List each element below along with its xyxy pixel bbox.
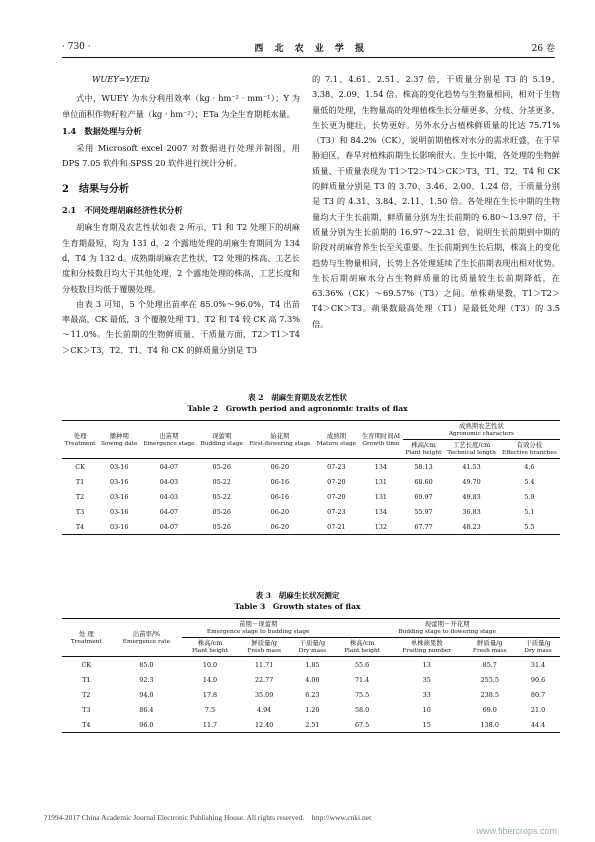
table-cell: 03-16 <box>110 507 129 516</box>
table-cell: 04-03 <box>159 477 179 486</box>
col-header-treatment: 处 理 Treatment <box>62 619 111 657</box>
table-cell: 85.0 <box>139 660 154 669</box>
col-header-treatment: 处理 Treatment <box>62 421 98 459</box>
col-header-plant-height: 株高/cm Plant height <box>182 638 238 657</box>
table-cell: 58.0 <box>354 705 370 714</box>
table-cell: 67.5 <box>334 717 390 733</box>
journal-name: 西 北 农 业 学 报 <box>254 43 368 54</box>
table-cell: 5.9 <box>524 492 535 501</box>
table-cell: 06-16 <box>270 492 290 501</box>
table-cell: 69.97 <box>414 492 433 501</box>
table-cell: 14.0 <box>202 675 218 684</box>
section-heading-results: 2 结果与分析 <box>62 183 129 195</box>
left-column <box>62 72 300 358</box>
table-cell: 138.0 <box>463 717 516 733</box>
page-number: · 730 · <box>62 42 91 52</box>
table-cell: 07-20 <box>327 477 346 486</box>
col-header-fruiting-number: 单株蒴果数 Fruiting number <box>390 638 464 657</box>
table-cell: 94.0 <box>139 690 154 699</box>
body-paragraph: 胡麻生育期及农艺性状如表 2 所示，T1 和 T2 处理下的胡麻生育期最短，均为 131 d，2 个露地处理的胡麻生育期同为 134 d，T4 为 132 d。成熟期胡麻农艺性状，T2 处理的株高、工艺长度和分枝数目均大于其他处理，2 个露地处理的株高、工艺长度和分枝数目均低于覆膜处理。 <box>62 222 300 294</box>
col-header-fresh-mass: 鲜质量/g Fresh mass <box>463 638 516 657</box>
col-header-sowing: 播种期 Sowing date <box>98 421 140 459</box>
table2-body <box>62 459 560 535</box>
running-header <box>62 40 555 54</box>
table-cell: 05-26 <box>212 462 231 471</box>
table3 <box>62 618 560 733</box>
table-cell: 05-22 <box>212 492 231 501</box>
col-group-agronomic: 成熟期农艺性状 Agronomic characters <box>403 421 560 440</box>
table-cell: 58.13 <box>414 462 433 471</box>
table-cell: 22.77 <box>254 675 274 684</box>
col-group-budding-flowering: 现蕾期－开花期 Budding stage to flowering stage <box>334 619 560 638</box>
table-cell: 07-23 <box>327 507 346 516</box>
table-cell: 10.0 <box>202 660 218 669</box>
col-header-fresh-mass: 鲜质量/g Fresh mass <box>238 638 291 657</box>
table2-caption-en: Table 2 Growth period and agronomic traits of flax <box>187 404 408 413</box>
table2-caption-cn: 表 2 胡麻生育期及农艺性状 <box>247 393 348 402</box>
table-row <box>62 672 560 687</box>
table-cell: T3 <box>82 705 91 714</box>
table-cell: 35.09 <box>254 690 274 699</box>
table-cell: T1 <box>82 675 91 684</box>
table-cell: 238.5 <box>480 690 499 699</box>
table-cell: 04-07 <box>159 507 179 516</box>
table-cell: 06-20 <box>246 519 314 535</box>
table3-body <box>62 657 560 733</box>
right-column <box>312 72 560 332</box>
table-cell: 131 <box>374 477 387 486</box>
table-cell: 1.85 <box>305 660 320 669</box>
col-header-effective-branches: 有效分枝 Effective branches <box>499 440 560 459</box>
table-cell: 05-26 <box>212 507 231 516</box>
table-cell: 68.60 <box>414 477 433 486</box>
table-cell: 7.5 <box>204 705 216 714</box>
table-row <box>62 702 560 717</box>
table-row <box>62 474 560 489</box>
table-cell: 1.20 <box>305 705 320 714</box>
table-cell: 31.4 <box>530 660 546 669</box>
table-cell: 13 <box>422 660 431 669</box>
table-cell: 131 <box>374 492 387 501</box>
col-header-emergence-rate: 出苗率/% Emergence rate <box>111 619 183 657</box>
table-cell: 41.53 <box>462 462 481 471</box>
table-cell: 03-16 <box>98 519 140 535</box>
table-cell: 36.83 <box>462 507 481 516</box>
table-cell: 11.71 <box>254 660 274 669</box>
table3-caption-cn: 表 3 胡麻生长状况测定 <box>255 591 340 600</box>
footer <box>44 812 564 823</box>
table-cell: T3 <box>75 507 85 516</box>
table-cell: 35 <box>422 675 431 684</box>
table-cell: 03-16 <box>110 477 129 486</box>
table-cell: 07-21 <box>314 519 359 535</box>
wue-formula: WUEY=Y/ETa <box>92 74 150 84</box>
table-cell: 03-16 <box>110 492 129 501</box>
table-cell: T1 <box>75 477 85 486</box>
table-cell: 5.5 <box>499 519 560 535</box>
table-cell: 07-20 <box>327 492 346 501</box>
table-cell: 96.0 <box>111 717 183 733</box>
table-cell: 05-22 <box>212 477 231 486</box>
col-header-technical-length: 工艺长度/cm Technical length <box>444 440 499 459</box>
table-cell: 134 <box>374 507 387 516</box>
table-cell: 17.8 <box>202 690 218 699</box>
table-cell: 12.40 <box>238 717 291 733</box>
table-cell: 80.7 <box>530 690 546 699</box>
table3-caption <box>0 590 595 612</box>
table-cell: 67.77 <box>403 519 444 535</box>
table-cell: 48.23 <box>444 519 499 535</box>
table-cell: 06-20 <box>270 507 290 516</box>
table-cell: 134 <box>374 462 387 471</box>
col-header-dry-mass: 干质量/g Dry mass <box>516 638 560 657</box>
table-cell: 04-07 <box>159 462 179 471</box>
table-cell: 03-16 <box>110 462 129 471</box>
col-header-dry-mass: 干质量/g Dry mass <box>290 638 334 657</box>
watermark: www.fibercrops.com <box>476 826 557 836</box>
table-cell: 90.6 <box>530 675 546 684</box>
table-cell: CK <box>81 660 92 669</box>
table-cell: 11.7 <box>182 717 238 733</box>
table-cell: 71.4 <box>354 675 370 684</box>
table-cell: 255.5 <box>480 675 499 684</box>
table-cell: 92.3 <box>139 675 154 684</box>
formula-note: 式中，WUEY 为水分利用效率（kg · hm⁻² · mm⁻¹）；Y 为单位面积作物籽粒产量（kg · hm⁻²）；ETa 为全生育期耗水量。 <box>62 93 300 119</box>
subsection-heading-1-4: 1.4 数据处理与分析 <box>62 125 142 136</box>
table-cell: 33 <box>422 690 431 699</box>
col-group-emergence-budding: 苗期－现蕾期 Emergence stage to budding stage <box>182 619 334 638</box>
table-cell: 5.1 <box>524 507 535 516</box>
table-cell: 6.23 <box>305 690 320 699</box>
table-cell: 06-16 <box>270 477 290 486</box>
body-paragraph: 由表 3 可知，5 个处理出苗率在 85.0%～96.0%，T4 出苗率最高，CK 最低，3 个覆膜处理 T1、T2 和 T4 较 CK 高 7.3%～11.0%。生长前期的生物鲜质量、干质量方面，T2＞T1＞T4＞CK＞T3，T2、T1、T4 和 CK 的鲜质量分别是 T3 <box>62 298 300 355</box>
table-cell: 49.70 <box>462 477 481 486</box>
table-cell: T4 <box>62 519 98 535</box>
table-cell: 5.4 <box>524 477 535 486</box>
table-row <box>62 717 560 733</box>
table-cell: 4.94 <box>257 705 272 714</box>
table-cell: 15 <box>390 717 464 733</box>
table2-caption <box>0 392 595 414</box>
data-processing-paragraph: 采用 Microsoft excel 2007 对数据进行处理并制图，用 DPS 7.05 软件和 SPSS 20 软件进行统计分析。 <box>62 143 300 169</box>
col-header-plant-height: 株高/cm Plant height <box>334 638 390 657</box>
table-cell: 2.51 <box>290 717 334 733</box>
table3-caption-en: Table 3 Growth states of flax <box>234 602 361 611</box>
table-cell: 86.4 <box>139 705 154 714</box>
table-cell: 07-23 <box>327 462 346 471</box>
table-row <box>62 657 560 673</box>
col-header-plant-height: 株高/cm Plant height <box>403 440 444 459</box>
table-cell: 75.5 <box>354 690 370 699</box>
body-paragraph: 的 7.1、4.61、2.51、2.37 倍，干质量分别是 T3 的 5.19、3.38、2.09、1.54 倍。株高的变化趋势与生物量相同，相对于生物量低的处理，生物量高的处理植株生长分蘖更多，分枝、分茎更多，生长更为健壮，长势更好。另外水分占植株鲜质量的比达 75.71%（T3）和 84.2%（CK），说明前期植株对水分的需求旺盛，在干旱胁迫区，春旱对植株前期生长影响很大。生长中期，各处理的生物鲜质量、干质量表现为 T1＞T2＞T4＞CK＞T3，T1、T2、T4 和 CK 的鲜质量分别是 T3 的 3.70、3.46、2.00、1.24 倍，干质量分别是 T3 的 4.31、3.84、2.11、1.50 倍。各处理在生长中期的生物量均大于生长前期，鲜质量分别为生长前期的 6.80～13.97 倍，干质量分别为生长前期的 16.97～22.31 倍，说明生长前期到中期的阶段对胡麻营养生长至关重要。生长前期到生长后期，株高上的变化趋势与生物量相同，长势上各处理延续了生长前期表现出相对优势。生长后期胡麻水分占生物鲜质量的比质量较生长前期降低，在 63.36%（CK）～69.57%（T3）之间。单株蒴果数，T1＞T2＞T4＞CK＞T3。蒴果数最高处理（T1）是最低处理（T3）的 3.5 倍。 <box>312 74 560 329</box>
header-rule <box>62 57 555 58</box>
table-cell: 06-20 <box>270 462 290 471</box>
table-cell: 49.83 <box>462 492 481 501</box>
table-row <box>62 519 560 535</box>
table-cell: T2 <box>82 690 91 699</box>
table-cell: 04-07 <box>140 519 197 535</box>
table-cell: 55.97 <box>414 507 433 516</box>
table-cell: T4 <box>62 717 111 733</box>
col-header-emergence: 出苗期 Emergence stage <box>140 421 197 459</box>
col-header-mature: 成熟期 Mature stage <box>314 421 359 459</box>
col-header-budding: 现蕾期 Budding stage <box>198 421 246 459</box>
copyright-notice: ?1994-2017 China Academic Journal Electronic Publishing House. All rights reserved. http://www.cnki.net <box>44 813 372 822</box>
table-cell: 10 <box>422 705 431 714</box>
table-row <box>62 489 560 504</box>
table-row <box>62 504 560 519</box>
table-cell: 44.4 <box>516 717 560 733</box>
table-cell: 4.06 <box>305 675 320 684</box>
table-row <box>62 459 560 475</box>
table-cell: 04-03 <box>159 492 179 501</box>
table-cell: CK <box>75 462 85 471</box>
table-row <box>62 687 560 702</box>
table-cell: 4.6 <box>524 462 535 471</box>
table-cell: 132 <box>359 519 403 535</box>
table-cell: 69.0 <box>482 705 497 714</box>
subsection-heading-2-1: 2.1 不同处理胡麻经济性状分析 <box>62 205 183 216</box>
table-cell: 21.0 <box>530 705 546 714</box>
table-cell: 05-26 <box>198 519 246 535</box>
table2 <box>62 420 560 535</box>
volume-number: 26 卷 <box>531 43 555 54</box>
col-header-growth-time: 生育期时间/d Growth time <box>359 421 403 459</box>
col-header-flowering: 始花期 First-flowering stage <box>246 421 314 459</box>
table-cell: T2 <box>75 492 85 501</box>
table-cell: 85.7 <box>482 660 497 669</box>
table-cell: 55.6 <box>354 660 370 669</box>
